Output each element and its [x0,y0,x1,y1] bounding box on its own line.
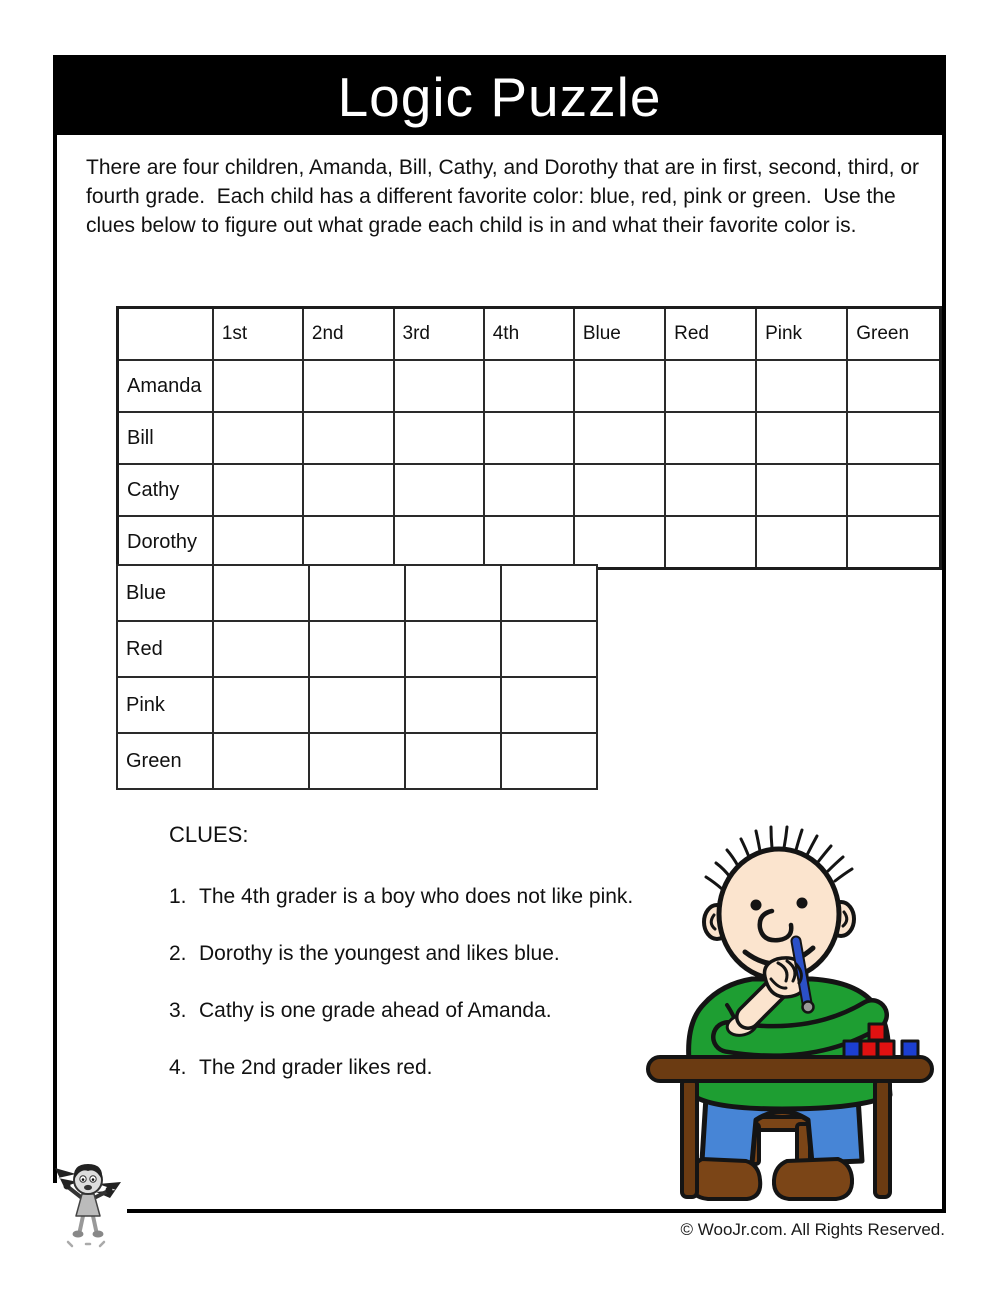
empty-grid-cell [756,360,847,412]
boy-at-desk-illustration [632,819,952,1219]
column-header-1st: 1st [213,308,303,361]
row-label-dorothy: Dorothy [118,516,213,569]
clue-3-text: Cathy is one grade ahead of Amanda. [199,999,552,1022]
copyright-text: © WooJr.com. All Rights Reserved. [680,1220,945,1239]
color-row-green [117,733,597,789]
grid-corner-cell [118,308,213,361]
column-header-red: Red [665,308,756,361]
empty-grid-cell [574,464,665,516]
column-header-pink: Pink [756,308,847,361]
empty-grid-cell [309,621,405,677]
empty-grid-cell [213,677,309,733]
empty-grid-cell [847,360,940,412]
puzzle-instructions: There are four children, Amanda, Bill, Cathy, and Dorothy that are in first, second, third, or fourth grade. Each child has a different favorite color: blue, red, pink or green. Use the clues below to figure out what grade each child is in and what their favorite color is. [86,156,925,237]
clue-1-text: The 4th grader is a boy who does not like pink. [199,885,634,908]
right-shoe [774,1159,852,1199]
empty-grid-cell [405,565,501,621]
empty-grid-cell [665,360,756,412]
row-label-green: Green [117,733,213,789]
empty-grid-cell [303,412,394,464]
color-row-pink [117,677,597,733]
clue-2-number: 2. [169,942,187,965]
empty-grid-cell [501,677,597,733]
row-label-blue: Blue [117,565,213,621]
empty-grid-cell [847,412,940,464]
title-banner [57,59,942,135]
empty-grid-cell [213,464,303,516]
empty-grid-cell [394,516,484,569]
row-label-bill: Bill [118,412,213,464]
empty-grid-cell [213,565,309,621]
empty-grid-cell [303,360,394,412]
color-row-blue [117,565,597,621]
clues-heading: CLUES: [169,822,249,847]
empty-grid-cell [213,733,309,789]
empty-grid-cell [394,360,484,412]
clue-4-text: The 2nd grader likes red. [199,1056,433,1079]
empty-grid-cell [213,516,303,569]
clue-2-text: Dorothy is the youngest and likes blue. [199,942,560,965]
clue-3-number: 3. [169,999,187,1022]
empty-grid-cell [394,412,484,464]
row-label-cathy: Cathy [118,464,213,516]
empty-grid-cell [665,412,756,464]
row-label-red: Red [117,621,213,677]
empty-grid-cell [405,733,501,789]
empty-grid-cell [665,464,756,516]
empty-grid-cell [574,516,665,569]
boy-head [704,827,854,979]
empty-grid-cell [756,516,847,569]
empty-grid-cell [756,464,847,516]
colors-logic-grid [116,564,598,790]
empty-grid-cell [309,565,405,621]
empty-grid-cell [213,621,309,677]
name-row-amanda [118,360,941,412]
empty-grid-cell [303,464,394,516]
empty-grid-cell [484,516,574,569]
column-header-green: Green [847,308,940,361]
empty-grid-cell [213,412,303,464]
name-row-dorothy [118,516,941,569]
name-row-cathy [118,464,941,516]
column-header-3rd: 3rd [394,308,484,361]
empty-grid-cell [309,733,405,789]
empty-grid-cell [501,733,597,789]
empty-grid-cell [574,360,665,412]
empty-grid-cell [303,516,394,569]
names-logic-grid [116,306,942,570]
column-header-2nd: 2nd [303,308,394,361]
clue-1-number: 1. [169,885,187,908]
page-title: Logic Puzzle [337,66,662,128]
empty-grid-cell [484,412,574,464]
color-row-red [117,621,597,677]
column-header-blue: Blue [574,308,665,361]
empty-grid-cell [756,412,847,464]
empty-grid-cell [574,412,665,464]
empty-grid-cell [484,464,574,516]
left-shoe [690,1159,760,1199]
empty-grid-cell [484,360,574,412]
empty-grid-cell [665,516,756,569]
empty-grid-cell [309,677,405,733]
worksheet-border-box [53,55,946,1213]
empty-grid-cell [501,621,597,677]
name-row-bill [118,412,941,464]
empty-grid-cell [405,621,501,677]
clue-4-number: 4. [169,1056,187,1079]
empty-grid-cell [847,464,940,516]
empty-grid-cell [394,464,484,516]
row-label-amanda: Amanda [118,360,213,412]
row-label-pink: Pink [117,677,213,733]
woojr-mascot-icon [52,1158,124,1250]
column-header-4th: 4th [484,308,574,361]
empty-grid-cell [213,360,303,412]
empty-grid-cell [501,565,597,621]
empty-grid-cell [405,677,501,733]
empty-grid-cell [847,516,940,569]
